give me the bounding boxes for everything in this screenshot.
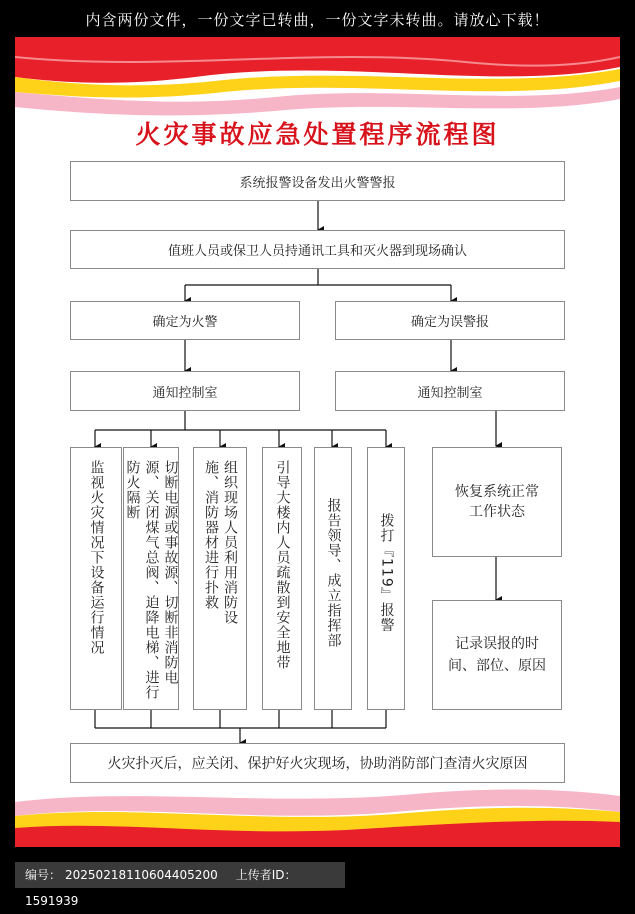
- action-cutoff: [123, 447, 179, 710]
- flow-connectors: [15, 37, 620, 847]
- action-monitor-text: 监视火灾情况下设备运行情况: [88, 460, 105, 655]
- step-fire-confirmed: 确定为火警: [70, 301, 300, 340]
- action-report-text: 报告领导、成立指挥部: [325, 498, 342, 648]
- action-extinguish: [193, 447, 247, 710]
- step-notify-control-left: 通知控制室: [70, 371, 300, 411]
- footer-uploader-value: 1591939: [25, 894, 79, 908]
- step-record-false-alarm: 记录误报的时间、部位、原因: [432, 600, 562, 710]
- action-report: [314, 447, 352, 710]
- footer-id-value: 20250218110604405200: [65, 868, 218, 882]
- action-evacuate: [262, 447, 302, 710]
- footer-id-label: 编号：: [25, 868, 62, 882]
- step-notify-control-right: 通知控制室: [335, 371, 565, 411]
- download-notice: 内含两份文件，一份文字已转曲，一份文字未转曲。请放心下载！: [85, 11, 550, 29]
- step-confirm-onsite: 值班人员或保卫人员持通讯工具和灭火器到现场确认: [70, 230, 565, 269]
- footer-uploader-label: 上传者ID：: [235, 868, 297, 882]
- step-after-fire: 火灾扑灭后，应关闭、保护好火灾现场，协助消防部门查清火灾原因: [70, 743, 565, 783]
- step-restore-system: 恢复系统正常工作状态: [432, 447, 562, 557]
- action-cutoff-text: 切断电源或事故源、切断非消防电源、关闭煤气总阀、迫降电梯、进行防火隔断: [124, 460, 179, 700]
- poster: [15, 37, 620, 847]
- action-call: [367, 447, 405, 710]
- page-title: 火灾事故应急处置程序流程图: [135, 120, 500, 149]
- action-monitor: [70, 447, 122, 710]
- action-call-text: 拨打『119』报警: [378, 513, 395, 633]
- step-false-alarm: 确定为误警报: [335, 301, 565, 340]
- action-extinguish-text: 组织现场人员利用消防设施、消防器材进行扑救: [203, 460, 238, 625]
- step-alarm: 系统报警设备发出火警警报: [70, 161, 565, 201]
- footer-info-bar: [15, 862, 345, 908]
- action-evacuate-text: 引导大楼内人员疏散到安全地带: [274, 460, 291, 670]
